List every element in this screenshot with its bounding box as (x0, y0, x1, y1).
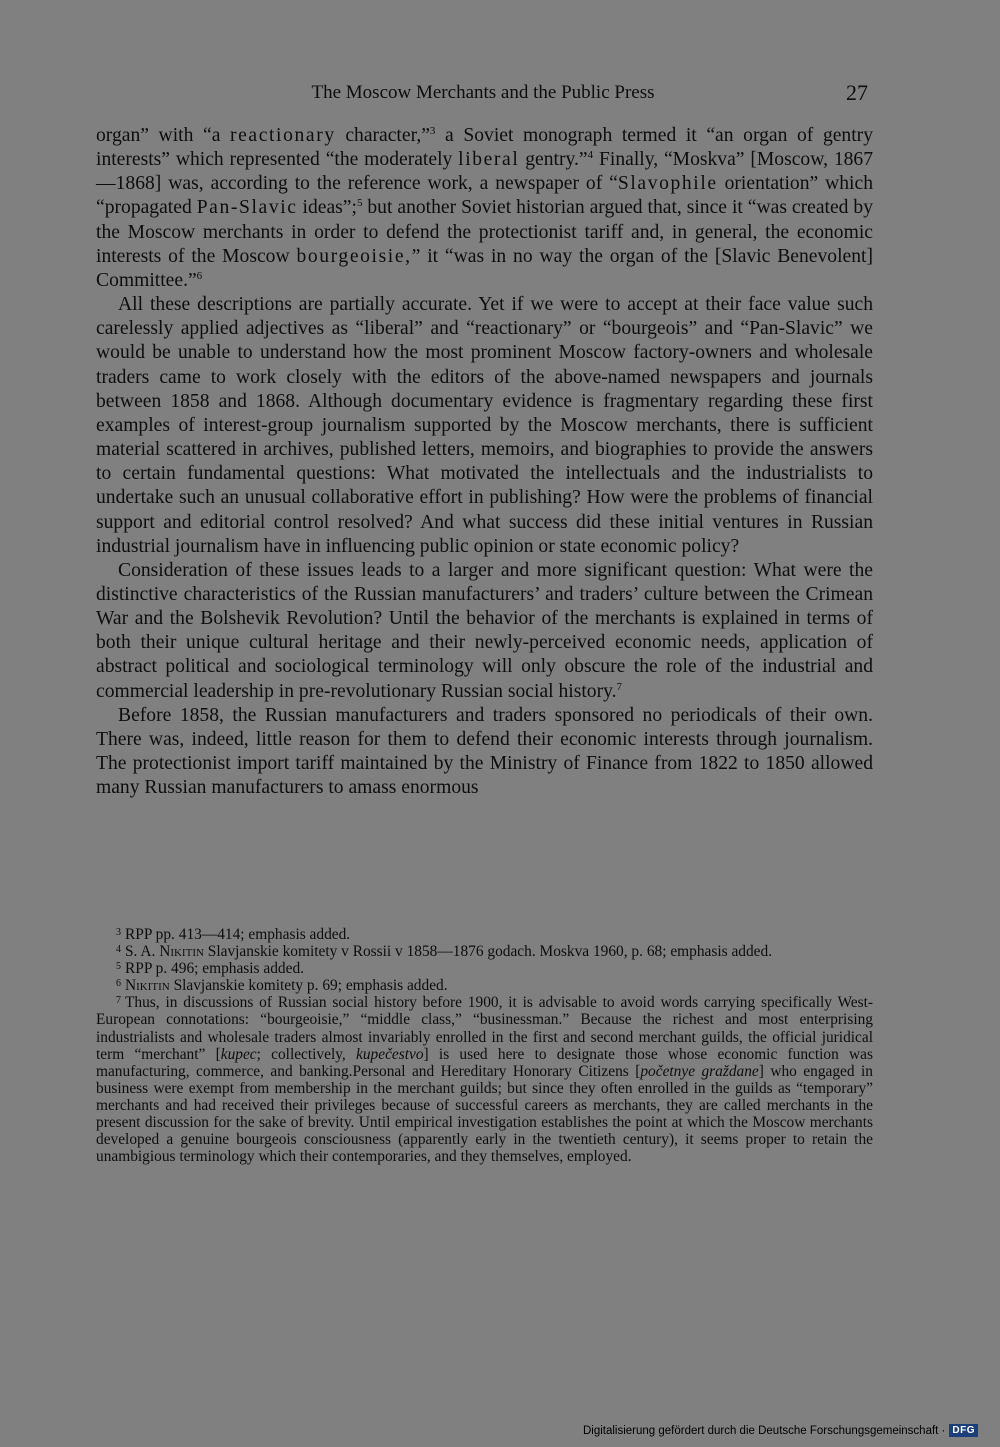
paragraph-2: All these descriptions are partially accurate. Yet if we were to accept at their face value such carelessly applied adjectives as “liberal” and “reactionary” or “bourgeois” and “Pan-Slavic” we would be unable to understand how the most prominent Moscow factory-owners and wholesale traders came to work closely with the editors of the above-named newspapers and journals between 1858 and 1868. Although documentary evidence is fragmentary regarding these first examples of interest-group journalism supported by the Moscow merchants, there is sufficient material scattered in archives, published letters, memoirs, and biographies to provide the answers to certain fundamental questions: What motivated the intellectuals and the industrialists to undertake such an unusual collaborative effort in publishing? How were the problems of financial support and editorial control resolved? And what success did these initial ventures in Russian industrial journalism have in influencing public opinion or state economic policy? (96, 294, 873, 557)
paragraph-3: Consideration of these issues leads to a larger and more significant question: What were the distinctive characteristics of the Russian manufacturers’ and traders’ culture between the Crimean War and the Bolshevik Revolution? Until the behavior of the merchants is explained in terms of both their unique cultural heritage and their newly-perceived economic needs, application of abstract political and sociological terminology will only obscure the role of the industrial and commercial leadership in pre-revolutionary Russian social history.$^7$ (96, 559, 873, 702)
digitization-credit (583, 1424, 978, 1437)
footnote-6: $^6$ Nikitin Slavjanskie komitety p. 69; emphasis added. (116, 977, 448, 995)
footnote-ref-4: 4 (587, 149, 594, 162)
footnote-ref-7: 7 (616, 680, 623, 693)
footnotes (96, 926, 873, 1165)
footnote-ref-5: 5 (356, 197, 363, 210)
footnote-5: $^5$ RPP p. 496; emphasis added. (116, 960, 304, 978)
paragraph-4: Before 1858, the Russian manufacturers and traders sponsored no periodicals of their own. There was, indeed, little reason for them to defend their economic interests through journalism. The protectionist import tariff maintained by the Ministry of Finance from 1822 to 1850 allowed many Russian manufacturers to amass enormous (96, 704, 873, 799)
footnote-7: $^7$ Thus, in discussions of Russian social history before 1900, it is advisable to avoid words carrying specifically West-European connotations: “bourgeoisie,” “middle class,” “businessman.” Because the richest and most enterprising industrialists and wholesale traders almost invariably enrolled in the first and second merchant guilds, the official juridical term “merchant” [kupec; collectively, kupečestvo] is used here to designate those whose economic function was manufacturing, commerce, and banking.Personal and Hereditary Honorary Citizens [početnye graždane] who engaged in business were exempt from membership in the merchant guilds; but since they often enrolled in the guilds as “temporary” merchants and had received their privileges because of successful careers as merchants, they are called merchants in the present discussion for the sake of brevity. Until empirical investigation establishes the point at which the Moscow merchants developed a genuine bourgeois consciousness (apparently early in the twentieth century), it seems proper to retain the unambigious terminology which their contemporaries, and they themselves, employed. (96, 994, 874, 1166)
footnote-4: $^4$ S. A. Nikitin Slavjanskie komitety v Rossii v 1858—1876 godach. Moskva 1960, p. 68; emphasis added. (116, 943, 773, 961)
paragraph-1: organ” with “a reactionary character,”$^3$ a Soviet monograph termed it “an organ of gentry interests” which represented “the moderately liberal gentry.”$^4$ Finally, “Moskva” [Moscow, 1867—1868] was, according to the reference work, a newspaper of “Slavophile orientation” which “propagated Pan-Slavic ideas”;$^5$ but another Soviet historian argued that, since it “was created by the Moscow merchants in order to defend the protectionist tariff and, in general, the economic interests of the Moscow bourgeoisie,” it “was in no way the organ of the [Slavic Benevolent] Committee.”$^6$ (96, 125, 874, 291)
footnote-ref-6: 6 (196, 269, 203, 282)
running-title: The Moscow Merchants and the Public Press (311, 82, 655, 103)
footnote-ref-3: 3 (429, 125, 436, 137)
credit-text: Digitalisierung gefördert durch die Deutsche Forschungsgemeinschaft · (582, 1424, 946, 1437)
footnote-3: $^3$ RPP pp. 413—414; emphasis added. (116, 926, 351, 943)
page-header (96, 80, 870, 110)
dfg-logo: DFG (949, 1424, 978, 1437)
main-text (96, 124, 873, 800)
page-number: 27 (846, 80, 868, 105)
